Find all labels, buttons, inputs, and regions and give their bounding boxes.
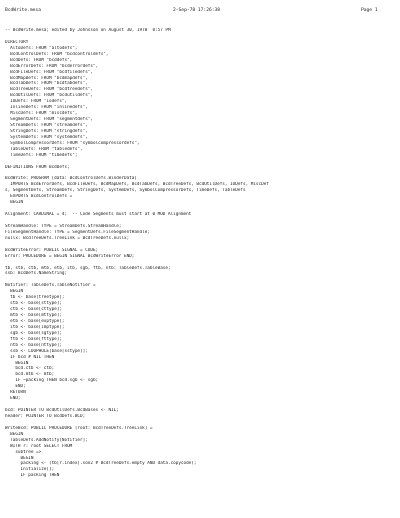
code-line: BcdErrorDefs: FROM "bcderrordefs", bbox=[5, 63, 99, 69]
code-line: ctb <- base[cttype]; bbox=[5, 307, 62, 313]
code-line: StreamHandle: TYPE = StreamDefs.StreamHandle; bbox=[5, 223, 122, 229]
code-line: BcdTreeDefs: FROM "bcdtreedefs", bbox=[5, 87, 93, 93]
code-line: IODefs: FROM "iodefs", bbox=[5, 99, 68, 105]
code-line: ntb <- base[nttype]; bbox=[5, 342, 62, 348]
code-line: BcdMapDefs: FROM "bcdmapdefs", bbox=[5, 75, 88, 81]
source-listing bbox=[5, 28, 394, 479]
code-line: BcdTabDefs: FROM "bcdtabdefs", bbox=[5, 81, 88, 87]
code-line: subtree => bbox=[5, 449, 42, 455]
code-line: BEGIN bbox=[5, 200, 24, 206]
code-line: nullx: BcdTreeDefs.TreeLink = BcdTreeDefs.nullx; bbox=[5, 235, 130, 241]
code-line: Notifier: TableDefs.TableNotifier = bbox=[5, 283, 96, 289]
code-line: tb, stb, ctb, mtb, etb, itb, sgb, ftb, ntb: TableDefs.TableBase; bbox=[5, 265, 171, 271]
code-line: BcdFileDefs: FROM "bcdfiledefs", bbox=[5, 69, 93, 75]
code-line: Initialize[]; bbox=[5, 467, 55, 473]
code-line: BEGIN bbox=[5, 455, 34, 461]
code-line: IF bcd # NIL THEN bbox=[5, 354, 55, 360]
code-line: BcdDefs: FROM "bcddefs", bbox=[5, 57, 73, 63]
code-line: ssb <- LOOPHOLE[base[sstype]]; bbox=[5, 348, 88, 354]
code-line: tb <- base[treetype]; bbox=[5, 295, 65, 301]
code-line: END; bbox=[5, 384, 26, 390]
code-line: MiscDefs: FROM "miscdefs", bbox=[5, 111, 78, 117]
code-line: WriteBcd: PUBLIC PROCEDURE [root: BcdTreeDefs.TreeLink] = bbox=[5, 425, 153, 431]
code-line: StreamDefs: FROM "streamdefs", bbox=[5, 123, 88, 128]
code-line: RETURN bbox=[5, 390, 26, 396]
code-line: bcd.ctb <- ctb; bbox=[5, 366, 55, 372]
code-line: s, SegmentDefs, StreamDefs, StringDefs, SystemDefs, SymbolCompressorDefs, TimeDefs, TableDefs bbox=[5, 188, 246, 194]
code-line: AltoDefs: FROM "altodefs", bbox=[5, 45, 78, 51]
header-filename: BcdWrite.mesa bbox=[5, 8, 41, 13]
code-line: BEGIN bbox=[5, 289, 24, 295]
code-line: EXPORTS BcdControlDefs = bbox=[5, 194, 73, 200]
code-line: END; bbox=[5, 396, 21, 402]
code-line: BcdControlDefs: FROM "bcdcontroldefs", bbox=[5, 51, 109, 57]
code-line: SegmentDefs: FROM "segmentdefs", bbox=[5, 117, 93, 123]
code-line: BcdUtilDefs: FROM "bcdutildefs", bbox=[5, 93, 93, 99]
code-line: TableDefs.AddNotify[Notifier]; bbox=[5, 437, 88, 443]
code-line: IMPORTS BcdErrorDefs, BcdFileDefs, BcdMapDefs, BcdTabDefs, BcdTreeDefs, BcdUtilDefs, IODefs, MiscDef bbox=[5, 182, 269, 188]
code-line: ftb <- base[fttype]; bbox=[5, 336, 62, 342]
code-line: stb <- base[sttype]; bbox=[5, 301, 62, 307]
code-line: header: POINTER TO BcdDefs.BCD; bbox=[5, 413, 86, 419]
code-line: WITH r: root SELECT FROM bbox=[5, 443, 73, 449]
code-line: ssb: BcdDefs.NameString; bbox=[5, 271, 68, 277]
code-line: DIRECTORY bbox=[5, 39, 29, 45]
code-line: BEGIN bbox=[5, 360, 29, 366]
code-line: BcdWriteError: PUBLIC SIGNAL = CODE; bbox=[5, 247, 99, 253]
code-line: BEGIN bbox=[5, 431, 24, 437]
code-line: InlineDefs: FROM "inlinedefs", bbox=[5, 105, 88, 111]
code-line: DEFINITIONS FROM BcdDefs; bbox=[5, 164, 70, 170]
code-line: bcd: POINTER TO BcdUtilDefs.BcdBases <- NIL; bbox=[5, 408, 119, 413]
code-line: Alignment: CARDINAL = 4; -- Code Segments must start at 0 MOD Alignment bbox=[5, 212, 192, 218]
code-line: mtb <- base[mttype]; bbox=[5, 313, 62, 318]
header-page-number: Page 1 bbox=[361, 8, 378, 13]
header-date: 2-Sep-78 17:26:38 bbox=[173, 8, 221, 13]
code-line: etb <- base[exptype]; bbox=[5, 318, 65, 324]
code-line: StringDefs: FROM "stringdefs", bbox=[5, 128, 88, 134]
code-line: bcd.mtb <- mtb; bbox=[5, 372, 55, 378]
code-line: TableDefs: FROM "tabledefs", bbox=[5, 146, 83, 152]
code-line: -- BcdWrite.mesa; edited by Johnsson on August 30, 1978 8:57 PM bbox=[5, 28, 171, 33]
code-line: IF packing THEN bbox=[5, 473, 60, 479]
code-line: SymbolCompressorDefs: FROM "symbolcompressordefs", bbox=[5, 140, 140, 146]
page-header bbox=[5, 7, 392, 15]
code-line: BcdWrite: PROGRAM [data: BcdControlDefs.BinderData] bbox=[5, 176, 137, 182]
code-line: IF ~packing THEN bcd.sgb <- sgb; bbox=[5, 378, 99, 384]
code-line: Error: PROCEDURE = BEGIN SIGNAL BcdWriteError END; bbox=[5, 253, 135, 259]
code-line: sgb <- base[sgtype]; bbox=[5, 330, 62, 336]
code-line: packing <- (tb[r.index].son2 # BcdTreeDefs.empty AND data.copycode); bbox=[5, 461, 197, 467]
code-line: FileSegmentHandle: TYPE = SegmentDefs.FileSegmentHandle; bbox=[5, 229, 150, 235]
code-line: SystemDefs: FROM "systemdefs", bbox=[5, 134, 88, 140]
code-line: TimeDefs: FROM "timedefs"; bbox=[5, 152, 78, 158]
code-line: itb <- base[imptype]; bbox=[5, 324, 65, 330]
